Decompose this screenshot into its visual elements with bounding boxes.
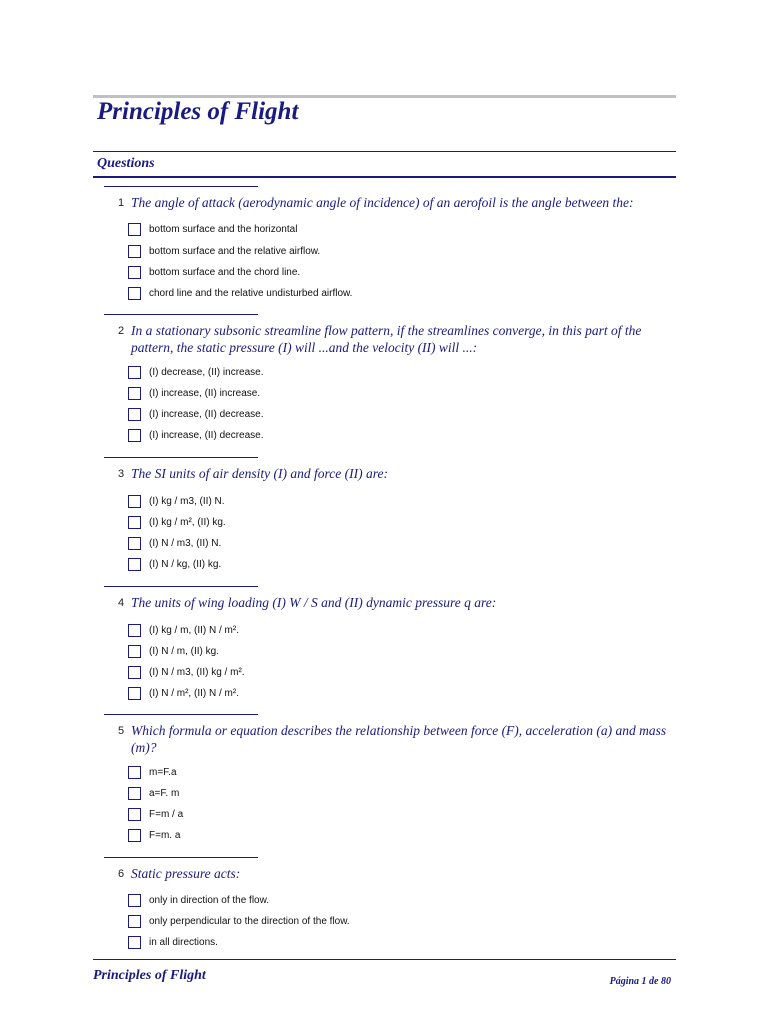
- question-text: Which formula or equation describes the relationship between force (F), acceleration (a) and mass (m)?: [131, 723, 667, 755]
- checkbox-icon[interactable]: [128, 829, 141, 842]
- answer-option-label: chord line and the relative undisturbed airflow.: [149, 287, 353, 299]
- answer-option-label: (I) decrease, (II) increase.: [149, 366, 264, 378]
- checkbox-icon[interactable]: [128, 787, 141, 800]
- question-number: 1: [118, 197, 125, 209]
- checkbox-icon[interactable]: [128, 645, 141, 658]
- answer-option-label: (I) N / m3, (II) N.: [149, 537, 222, 549]
- answer-option-label: a=F. m: [149, 787, 180, 799]
- answer-option[interactable]: [128, 536, 221, 550]
- checkbox-icon[interactable]: [128, 624, 141, 637]
- checkbox-icon[interactable]: [128, 429, 141, 442]
- checkbox-icon[interactable]: [128, 537, 141, 550]
- question-text: The units of wing loading (I) W / S and (II) dynamic pressure q are:: [131, 595, 497, 610]
- question-text: Static pressure acts:: [131, 866, 241, 881]
- checkbox-icon[interactable]: [128, 495, 141, 508]
- footer-rule: [93, 959, 676, 960]
- answer-option-label: only perpendicular to the direction of the flow.: [149, 915, 350, 927]
- answer-option[interactable]: [128, 286, 352, 300]
- document-title: Principles of Flight: [97, 98, 299, 125]
- answer-option[interactable]: [128, 644, 219, 658]
- question-number: 5: [118, 725, 125, 737]
- section-title: Questions: [97, 156, 155, 171]
- answer-option-label: (I) kg / m², (II) kg.: [149, 516, 226, 528]
- answer-option[interactable]: [128, 807, 183, 821]
- question-separator: [104, 314, 258, 315]
- footer-title: Principles of Flight: [93, 968, 206, 983]
- answer-option[interactable]: [128, 244, 320, 258]
- answer-option[interactable]: [128, 828, 180, 842]
- question-number: 2: [118, 325, 125, 337]
- page-number: Página 1 de 80: [609, 976, 671, 987]
- answer-option-label: (I) increase, (II) decrease.: [149, 429, 264, 441]
- checkbox-icon[interactable]: [128, 223, 141, 236]
- answer-option[interactable]: [128, 914, 350, 928]
- answer-option-label: (I) kg / m, (II) N / m².: [149, 624, 239, 636]
- question-separator: [104, 186, 258, 187]
- answer-option[interactable]: [128, 428, 263, 442]
- answer-option-label: (I) kg / m3, (II) N.: [149, 495, 225, 507]
- question-text: In a stationary subsonic streamline flow pattern, if the streamlines converge, in this part of the pattern, the static pressure (I) will ...and the velocity (II) will ...:: [131, 323, 642, 355]
- checkbox-icon[interactable]: [128, 936, 141, 949]
- checkbox-icon[interactable]: [128, 287, 141, 300]
- question-separator: [104, 586, 258, 587]
- answer-option-label: (I) increase, (II) increase.: [149, 387, 261, 399]
- answer-option[interactable]: [128, 893, 269, 907]
- answer-option-label: m=F.a: [149, 766, 177, 778]
- answer-option[interactable]: [128, 765, 177, 779]
- question-number: 4: [118, 597, 125, 609]
- checkbox-icon[interactable]: [128, 387, 141, 400]
- question-text: The angle of attack (aerodynamic angle of incidence) of an aerofoil is the angle between the:: [131, 195, 634, 210]
- checkbox-icon[interactable]: [128, 894, 141, 907]
- question-number: 6: [118, 868, 125, 880]
- checkbox-icon[interactable]: [128, 408, 141, 421]
- answer-option-label: (I) N / kg, (II) kg.: [149, 558, 222, 570]
- answer-option[interactable]: [128, 222, 297, 236]
- answer-option[interactable]: [128, 407, 263, 421]
- checkbox-icon[interactable]: [128, 666, 141, 679]
- section-rule-bottom: [93, 176, 676, 178]
- checkbox-icon[interactable]: [128, 915, 141, 928]
- answer-option-label: bottom surface and the relative airflow.: [149, 245, 321, 257]
- checkbox-icon[interactable]: [128, 766, 141, 779]
- answer-option[interactable]: [128, 515, 226, 529]
- answer-option[interactable]: [128, 494, 225, 508]
- checkbox-icon[interactable]: [128, 558, 141, 571]
- answer-option[interactable]: [128, 386, 260, 400]
- checkbox-icon[interactable]: [128, 266, 141, 279]
- answer-option-label: F=m / a: [149, 808, 184, 820]
- answer-option[interactable]: [128, 686, 239, 700]
- answer-option[interactable]: [128, 365, 263, 379]
- answer-option[interactable]: [128, 265, 300, 279]
- checkbox-icon[interactable]: [128, 366, 141, 379]
- section-rule-top: [93, 151, 676, 152]
- checkbox-icon[interactable]: [128, 687, 141, 700]
- answer-option[interactable]: [128, 623, 239, 637]
- question-separator: [104, 714, 258, 715]
- question-text: The SI units of air density (I) and force (II) are:: [131, 466, 388, 481]
- question-number: 3: [118, 468, 125, 480]
- answer-option-label: (I) increase, (II) decrease.: [149, 408, 264, 420]
- answer-option-label: in all directions.: [149, 936, 218, 948]
- checkbox-icon[interactable]: [128, 516, 141, 529]
- answer-option[interactable]: [128, 665, 245, 679]
- answer-option-label: bottom surface and the horizontal: [149, 223, 298, 235]
- checkbox-icon[interactable]: [128, 245, 141, 258]
- answer-option-label: (I) N / m3, (II) kg / m².: [149, 666, 245, 678]
- answer-option-label: (I) N / m, (II) kg.: [149, 645, 219, 657]
- answer-option[interactable]: [128, 786, 179, 800]
- answer-option[interactable]: [128, 557, 221, 571]
- question-separator: [104, 457, 258, 458]
- question-separator: [104, 857, 258, 858]
- checkbox-icon[interactable]: [128, 808, 141, 821]
- answer-option[interactable]: [128, 935, 218, 949]
- answer-option-label: bottom surface and the chord line.: [149, 266, 301, 278]
- answer-option-label: F=m. a: [149, 829, 181, 841]
- answer-option-label: only in direction of the flow.: [149, 894, 270, 906]
- answer-option-label: (I) N / m², (II) N / m².: [149, 687, 239, 699]
